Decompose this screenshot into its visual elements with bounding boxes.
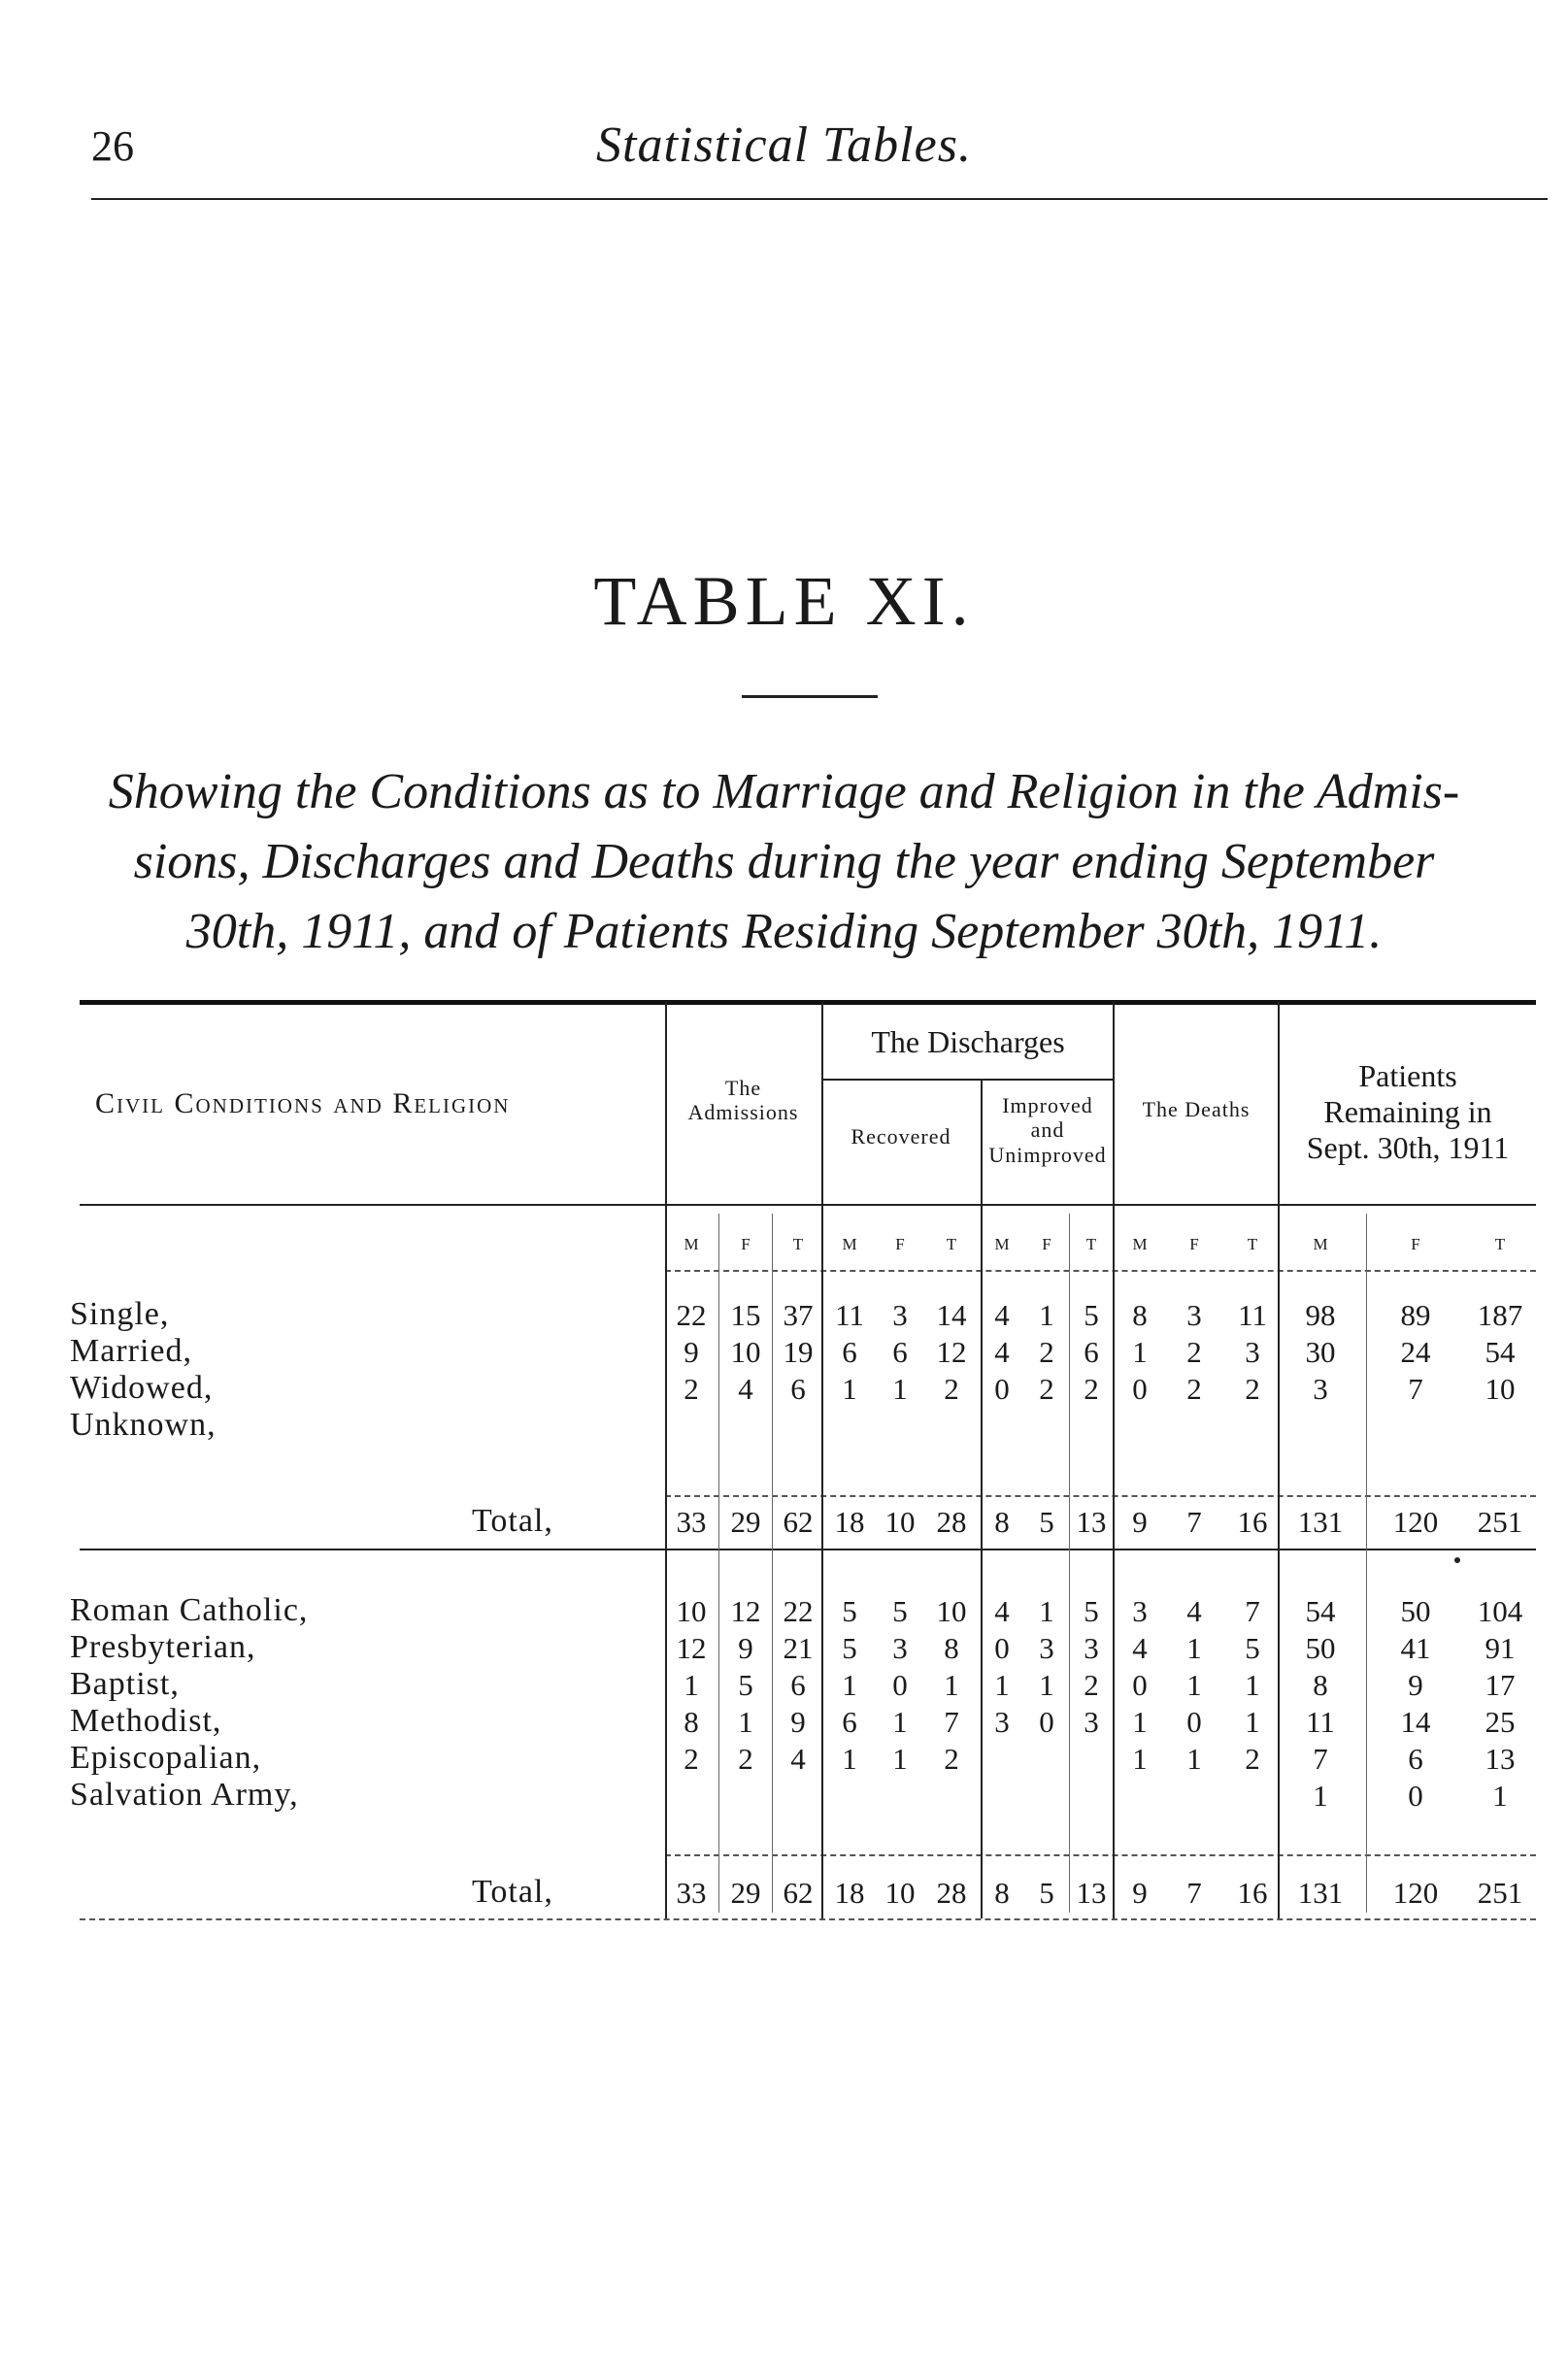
table-cell: 10 [936,1594,967,1628]
table-cell: 3 [1039,1631,1054,1665]
table-cell: 2 [1039,1372,1054,1406]
total-label: Total, [472,1503,553,1539]
table-cell: 3 [1245,1335,1260,1369]
table-cell: 0 [1186,1705,1202,1739]
subheader-label: F [1189,1235,1199,1253]
table-cell: 0 [1132,1372,1148,1406]
table-cell: 3 [1186,1298,1202,1332]
subheader-label: F [895,1235,905,1253]
table-cell: 2 [944,1372,959,1406]
total-cell: 120 [1392,1876,1439,1910]
table-cell: 5 [1245,1631,1260,1665]
table-cell: 10 [676,1594,707,1628]
table-cell: 15 [730,1298,761,1332]
row-label: Episcopalian, [70,1740,262,1776]
table-cell: 1 [1186,1742,1202,1776]
total-cell: 131 [1297,1876,1344,1910]
table-cell: 1 [1186,1631,1202,1665]
total-cell: 16 [1237,1505,1268,1539]
total-rule-civil [665,1495,1536,1497]
table-cell: 2 [738,1742,753,1776]
table-cell: 8 [944,1631,959,1665]
table-cell: 54 [1305,1594,1336,1628]
remaining-header [1280,1058,1536,1165]
table-cell: 8 [1313,1668,1328,1702]
subheader-label: M [1313,1235,1328,1253]
table-cell: 2 [1084,1372,1099,1406]
admissions-header [667,1076,819,1125]
page-number: 26 [91,122,134,170]
table-cell: 98 [1305,1298,1336,1332]
table-cell: 41 [1400,1631,1431,1665]
total-cell: 8 [994,1876,1010,1910]
total-cell: 18 [834,1505,865,1539]
total-cell: 16 [1237,1876,1268,1910]
table-cell: 11 [1306,1705,1335,1739]
table-cell: 5 [1084,1298,1099,1332]
stub-header: Civil Conditions and Religion [95,1087,511,1119]
table-cell: 11 [1238,1298,1267,1332]
header-bottom-rule [80,1204,1536,1206]
table-cell: 5 [842,1631,857,1665]
table-cell: 30 [1305,1335,1336,1369]
table-cell: 3 [1313,1372,1328,1406]
total-cell: 29 [730,1505,761,1539]
table-cell: 1 [892,1372,908,1406]
table-cell: 1 [1186,1668,1202,1702]
table-cell: 1 [1245,1668,1260,1702]
discharges-rule [821,1079,1113,1081]
total-cell: 28 [936,1876,967,1910]
table-cell: 3 [1084,1631,1099,1665]
admissions-header-line: Admissions [687,1100,799,1125]
total-cell: 131 [1297,1505,1344,1539]
subcol-divider [1366,1214,1367,1913]
table-cell: 6 [1084,1335,1099,1369]
subtitle-line: 30th, 1911, and of Patients Residing September 30th, 1911. [185,904,1383,959]
table-cell: 0 [994,1631,1010,1665]
table-cell: 8 [684,1705,699,1739]
table-cell: 6 [892,1335,908,1369]
total-cell: 9 [1132,1876,1148,1910]
table-cell: 2 [1084,1668,1099,1702]
subheader-label: T [1085,1235,1097,1253]
table-cell: 7 [944,1705,959,1739]
total-rule-religion [665,1854,1536,1856]
discharges-header: The Discharges [871,1024,1065,1059]
table-cell: 2 [1039,1335,1054,1369]
total-cell: 7 [1186,1505,1202,1539]
total-cell: 62 [783,1876,814,1910]
table-cell: 0 [994,1372,1010,1406]
table-cell: 9 [738,1631,753,1665]
deaths-header: The Deaths [1142,1097,1251,1121]
ink-dot [1454,1557,1460,1563]
total-cell: 251 [1477,1876,1523,1910]
table-cell: 0 [1039,1705,1054,1739]
remaining-header-line: Patients [1358,1058,1457,1093]
table-cell: 89 [1400,1298,1431,1332]
table-cell: 50 [1305,1631,1336,1665]
table-cell: 1 [842,1372,857,1406]
table-cell: 0 [1132,1668,1148,1702]
row-label: Widowed, [70,1370,214,1406]
table-cell: 2 [684,1372,699,1406]
table-cell: 4 [994,1335,1010,1369]
table-cell: 6 [790,1668,806,1702]
subheader-label: T [792,1235,804,1253]
subheader-label: F [1042,1235,1051,1253]
table-cell: 2 [1186,1335,1202,1369]
table-cell: 11 [835,1298,864,1332]
section-divider [80,1549,1536,1550]
row-label: Presbyterian, [70,1629,256,1665]
table-cell: 37 [783,1298,814,1332]
subtitle-line: sions, Discharges and Deaths during the year ending September [133,834,1435,889]
table-cell: 2 [1186,1372,1202,1406]
table-cell: 2 [944,1742,959,1776]
remaining-header-line: Sept. 30th, 1911 [1306,1129,1510,1165]
table-cell: 5 [1084,1594,1099,1628]
table-cell: 1 [1313,1779,1328,1813]
total-cell: 13 [1076,1876,1107,1910]
remaining-header-line: Remaining in [1323,1093,1492,1129]
improved-header-line: Improved [1002,1093,1093,1117]
table-cell: 21 [783,1631,814,1665]
table-cell: 2 [1245,1742,1260,1776]
table-cell: 1 [842,1742,857,1776]
total-cell: 33 [676,1505,707,1539]
subheader-label: T [946,1235,957,1253]
row-label: Unknown, [70,1407,217,1443]
table-cell: 9 [684,1335,699,1369]
table-cell: 4 [1132,1631,1148,1665]
table-cell: 25 [1485,1705,1516,1739]
table-cell: 6 [1408,1742,1423,1776]
table-cell: 3 [892,1298,908,1332]
table-cell: 187 [1477,1298,1523,1332]
table-cell: 14 [936,1298,967,1332]
table-cell: 7 [1313,1742,1328,1776]
total-cell: 10 [884,1505,916,1539]
table-top-rule [80,1000,1536,1005]
col-divider [981,1079,983,1918]
row-label: Salvation Army, [70,1777,299,1813]
table-cell: 9 [1408,1668,1423,1702]
table-cell: 1 [1492,1779,1508,1813]
table-cell: 1 [1039,1594,1054,1628]
table-cell: 1 [892,1705,908,1739]
total-cell: 29 [730,1876,761,1910]
total-cell: 28 [936,1505,967,1539]
table-cell: 1 [1039,1668,1054,1702]
title-rule [742,695,878,698]
improved-header-line: Unimproved [988,1142,1107,1167]
table-title: TABLE XI. [593,562,975,640]
table-cell: 1 [944,1668,959,1702]
admissions-header-line: The [724,1076,762,1100]
subcol-divider [718,1214,719,1913]
table-cell: 6 [842,1705,857,1739]
table-cell: 7 [1408,1372,1423,1406]
table-cell: 5 [738,1668,753,1702]
table-cell: 1 [842,1668,857,1702]
table-cell: 19 [783,1335,814,1369]
table-cell: 0 [892,1668,908,1702]
subheader-label: M [684,1235,699,1253]
table-cell: 17 [1485,1668,1516,1702]
total-cell: 33 [676,1876,707,1910]
table-cell: 1 [684,1668,699,1702]
subtitle-line: Showing the Conditions as to Marriage and Religion in the Admis- [108,764,1460,819]
table-bottom-rule [80,1918,1536,1920]
table-cell: 1 [738,1705,753,1739]
table-cell: 8 [1132,1298,1148,1332]
improved-header-line: and [1030,1117,1065,1143]
table-cell: 22 [783,1594,814,1628]
row-label: Methodist, [70,1703,222,1739]
total-cell: 5 [1039,1505,1054,1539]
table-cell: 1 [1132,1705,1148,1739]
table-subtitle [78,757,1490,967]
running-head: Statistical Tables. [596,117,972,173]
table-cell: 14 [1400,1705,1431,1739]
table-cell: 10 [1485,1372,1516,1406]
table-cell: 6 [790,1372,806,1406]
row-label: Single, [70,1296,170,1332]
subcol-divider [772,1214,773,1913]
total-cell: 251 [1477,1505,1523,1539]
table-cell: 2 [684,1742,699,1776]
subheader-label: M [842,1235,857,1253]
table-cell: 12 [676,1631,707,1665]
table-cell: 3 [994,1705,1010,1739]
subheader-label: F [741,1235,751,1253]
row-label: Roman Catholic, [70,1592,309,1628]
table-cell: 4 [790,1742,806,1776]
subheader-label: M [1132,1235,1148,1253]
table-cell: 1 [1039,1298,1054,1332]
total-cell: 62 [783,1505,814,1539]
subheader-label: M [994,1235,1010,1253]
subheader-label: T [1247,1235,1258,1253]
total-cell: 13 [1076,1505,1107,1539]
header-rule [91,198,1548,200]
table-cell: 22 [676,1298,707,1332]
table-cell: 5 [892,1594,908,1628]
table-cell: 10 [730,1335,761,1369]
subhead-rule [665,1270,1536,1272]
recovered-header: Recovered [851,1124,951,1149]
total-cell: 120 [1392,1505,1439,1539]
table-cell: 4 [1186,1594,1202,1628]
table-cell: 24 [1400,1335,1431,1369]
table-cell: 1 [1132,1335,1148,1369]
table-cell: 91 [1485,1631,1516,1665]
table-cell: 13 [1485,1742,1516,1776]
total-cell: 10 [884,1876,916,1910]
total-cell: 7 [1186,1876,1202,1910]
improved-header [983,1093,1113,1167]
table-cell: 104 [1477,1594,1523,1628]
table-cell: 12 [936,1335,967,1369]
col-divider [1113,1002,1115,1918]
table-cell: 1 [892,1742,908,1776]
table-cell: 3 [892,1631,908,1665]
table-cell: 9 [790,1705,806,1739]
table-cell: 3 [1132,1594,1148,1628]
table-cell: 4 [994,1298,1010,1332]
total-cell: 5 [1039,1876,1054,1910]
table-cell: 54 [1485,1335,1516,1369]
table-cell: 1 [994,1668,1010,1702]
table-cell: 0 [1408,1779,1423,1813]
table-cell: 50 [1400,1594,1431,1628]
row-label: Married, [70,1333,193,1369]
subheader-label: T [1494,1235,1506,1253]
table-cell: 4 [994,1594,1010,1628]
table-cell: 1 [1132,1742,1148,1776]
subheader-label: F [1411,1235,1420,1253]
table-cell: 3 [1084,1705,1099,1739]
table-cell: 7 [1245,1594,1260,1628]
table-cell: 1 [1245,1705,1260,1739]
col-divider [665,1002,667,1918]
total-label: Total, [472,1874,553,1910]
table-cell: 2 [1245,1372,1260,1406]
total-cell: 8 [994,1505,1010,1539]
table-cell: 4 [738,1372,753,1406]
table-cell: 12 [730,1594,761,1628]
table-cell: 6 [842,1335,857,1369]
total-cell: 9 [1132,1505,1148,1539]
table-cell: 5 [842,1594,857,1628]
total-cell: 18 [834,1876,865,1910]
row-label: Baptist, [70,1666,180,1702]
